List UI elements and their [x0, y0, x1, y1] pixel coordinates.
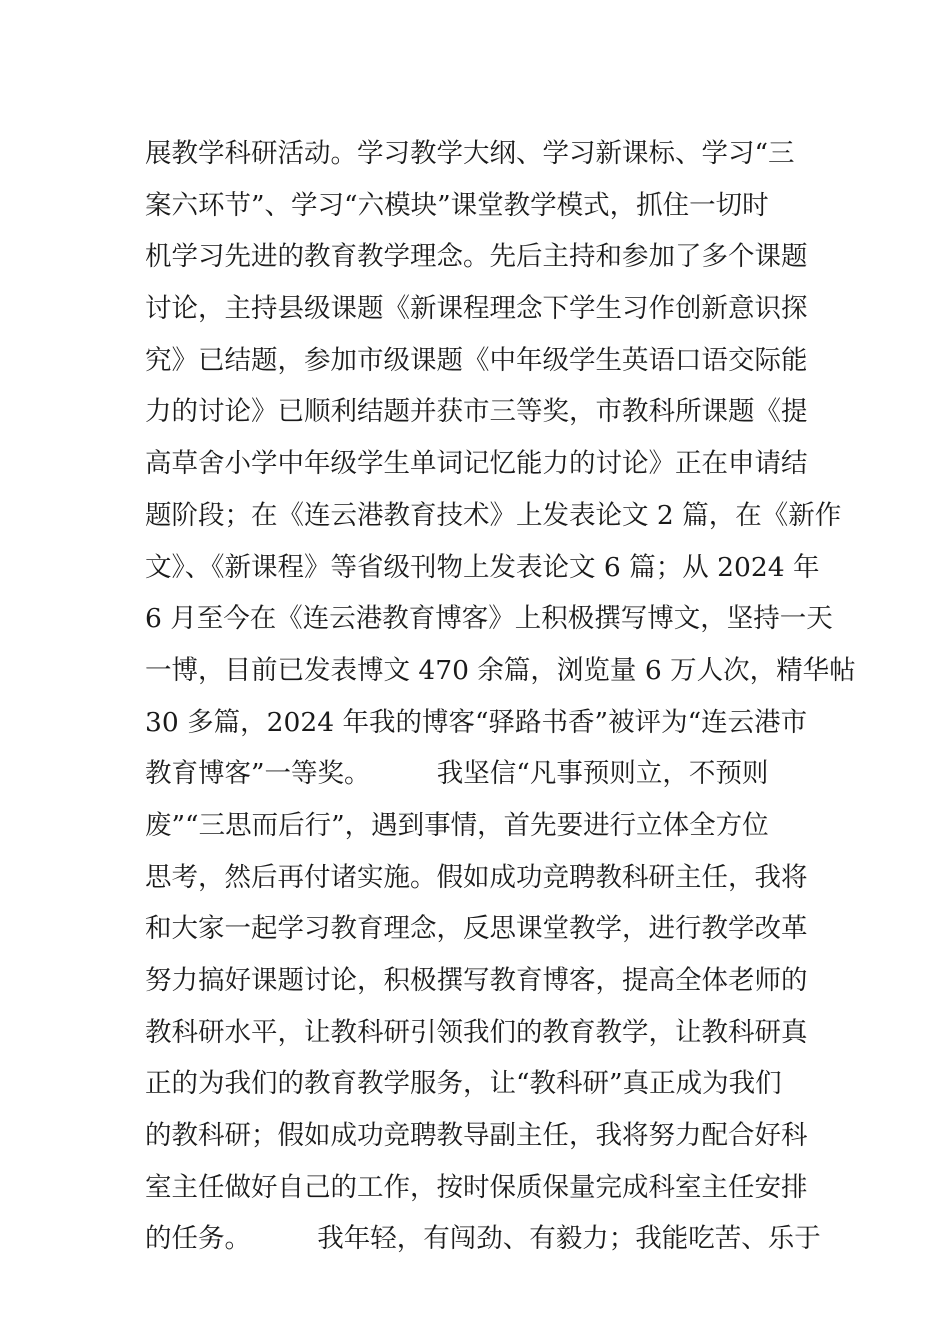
text-line: 案六环节”、学习“六模块”课堂教学模式，抓住一切时 [145, 189, 769, 221]
text-line: 究》已结题，参加市级课题《中年级学生英语口语交际能 [145, 344, 808, 376]
text-line: 废”“三思而后行”，遇到事情，首先要进行立体全方位 [145, 809, 769, 841]
text-line: 的任务。 我年轻，有闯劲、有毅力；我能吃苦、乐于 [145, 1223, 821, 1255]
text-line: 室主任做好自己的工作，按时保质保量完成科室主任安排 [145, 1171, 808, 1203]
text-line: 力的讨论》已顺利结题并获市三等奖，市教科所课题《提 [145, 396, 808, 428]
text-line: 正的为我们的教育教学服务，让“教科研”真正成为我们 [145, 1068, 782, 1100]
text-line: 高草舍小学中年级学生单词记忆能力的讨论》正在申请结 [145, 448, 808, 480]
text-line: 文》、《新课程》等省级刊物上发表论文 6 篇；从 2024 年 [145, 551, 820, 583]
text-line: 讨论，主持县级课题《新课程理念下学生习作创新意识探 [145, 293, 808, 325]
text-line: 的教科研；假如成功竞聘教导副主任，我将努力配合好科 [145, 1120, 808, 1152]
text-line: 一博，目前已发表博文 470 余篇，浏览量 6 万人次，精华帖 [145, 654, 856, 686]
body-text [145, 128, 856, 1265]
text-line: 思考，然后再付诸实施。假如成功竞聘教科研主任，我将 [145, 861, 808, 893]
text-line: 教科研水平，让教科研引领我们的教育教学，让教科研真 [145, 1016, 808, 1048]
text-line: 展教学科研活动。学习教学大纲、学习新课标、学习“三 [145, 138, 795, 169]
text-line: 30 多篇，2024 年我的博客“驿路书香”被评为“连云港市 [145, 706, 808, 738]
text-line: 努力搞好课题讨论，积极撰写教育博客，提高全体老师的 [145, 965, 808, 996]
text-line: 和大家一起学习教育理念，反思课堂教学，进行教学改革 [145, 913, 808, 945]
text-line: 教育博客”一等奖。 我坚信“凡事预则立，不预则 [145, 758, 769, 790]
text-line: 6 月至今在《连云港教育博客》上积极撰写博文，坚持一天 [145, 603, 833, 635]
text-line: 机学习先进的教育教学理念。先后主持和参加了多个课题 [145, 241, 808, 273]
text-line: 题阶段；在《连云港教育技术》上发表论文 2 篇，在《新作 [145, 499, 842, 531]
